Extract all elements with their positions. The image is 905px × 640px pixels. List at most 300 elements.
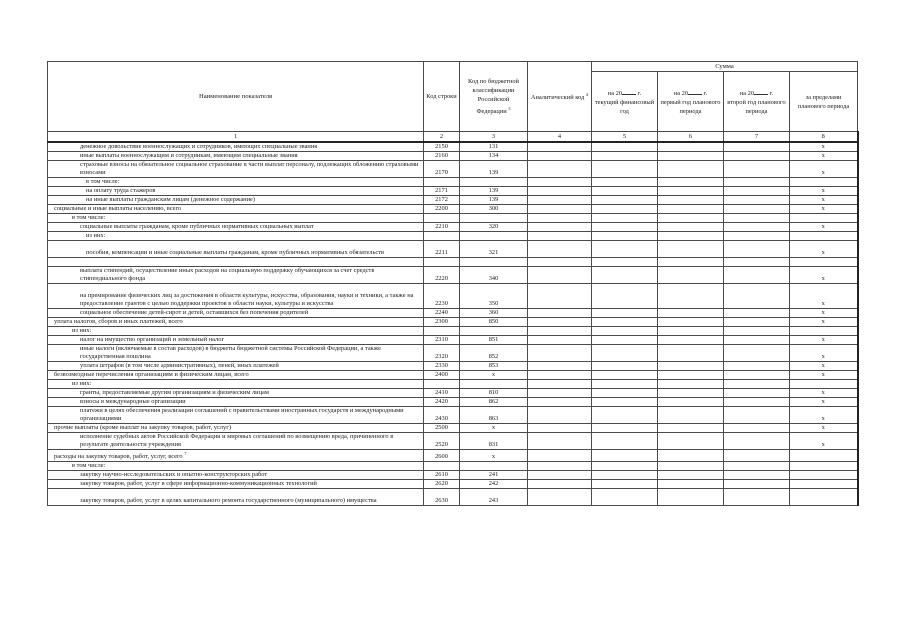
cell-analytic[interactable] bbox=[528, 178, 592, 187]
cell-year-second[interactable] bbox=[724, 362, 790, 371]
cell-analytic[interactable] bbox=[528, 424, 592, 433]
row-name-text: иные налоги (включаемые в состав расходов) в бюджеты бюджетной системы Российской Федерации, а также государственная пошлина bbox=[80, 345, 381, 360]
row-name bbox=[48, 398, 424, 407]
cell-year-current[interactable] bbox=[592, 380, 658, 389]
cell-beyond: x bbox=[790, 424, 858, 433]
row-name bbox=[48, 152, 424, 161]
cell-year-second[interactable] bbox=[724, 196, 790, 205]
cell-analytic[interactable] bbox=[528, 489, 592, 506]
cell-year-second[interactable] bbox=[724, 161, 790, 178]
cell-year-current[interactable] bbox=[592, 471, 658, 480]
cell-year-first[interactable] bbox=[658, 398, 724, 407]
cell-year-current[interactable] bbox=[592, 267, 658, 284]
row-code bbox=[424, 178, 460, 187]
cell-year-current[interactable] bbox=[592, 336, 658, 345]
row-name bbox=[48, 389, 424, 398]
cell-beyond: x bbox=[790, 389, 858, 398]
table-body bbox=[48, 142, 858, 506]
cell-year-current[interactable] bbox=[592, 389, 658, 398]
cell-year-first[interactable] bbox=[658, 462, 724, 471]
cell-beyond: x bbox=[790, 223, 858, 232]
table-row bbox=[48, 232, 858, 241]
row-code: 2170 bbox=[424, 161, 460, 178]
col-number: 6 bbox=[658, 132, 724, 143]
table-row bbox=[48, 284, 858, 309]
row-name-text: уплата налогов, сборов и иных платежей, всего bbox=[54, 318, 183, 325]
row-kbk: 139 bbox=[460, 161, 528, 178]
cell-year-second[interactable] bbox=[724, 450, 790, 462]
cell-year-first[interactable] bbox=[658, 424, 724, 433]
cell-year-second[interactable] bbox=[724, 424, 790, 433]
cell-analytic[interactable] bbox=[528, 462, 592, 471]
cell-year-current[interactable] bbox=[592, 142, 658, 152]
cell-year-second[interactable] bbox=[724, 267, 790, 284]
header-col5-b: г. bbox=[637, 89, 642, 97]
cell-analytic[interactable] bbox=[528, 371, 592, 380]
cell-year-second[interactable] bbox=[724, 462, 790, 471]
col-number: 7 bbox=[724, 132, 790, 143]
cell-year-current[interactable] bbox=[592, 187, 658, 196]
row-name-text: денежное довольствие военнослужащих и сотрудников, имеющих специальные звания bbox=[80, 143, 318, 150]
cell-year-second[interactable] bbox=[724, 187, 790, 196]
cell-beyond bbox=[790, 380, 858, 389]
row-kbk: x bbox=[460, 450, 528, 462]
row-name bbox=[48, 196, 424, 205]
row-code: 2171 bbox=[424, 187, 460, 196]
row-name bbox=[48, 480, 424, 489]
cell-beyond bbox=[790, 178, 858, 187]
row-name-text: социальные выплаты гражданам, кроме публичных нормативных социальных выплат bbox=[80, 223, 314, 230]
table-row bbox=[48, 205, 858, 214]
row-kbk: 241 bbox=[460, 471, 528, 480]
row-code bbox=[424, 380, 460, 389]
cell-year-current[interactable] bbox=[592, 152, 658, 161]
cell-year-second[interactable] bbox=[724, 142, 790, 152]
table-row bbox=[48, 480, 858, 489]
row-name bbox=[48, 214, 424, 223]
header-col6-b: г. bbox=[703, 89, 708, 97]
cell-year-second[interactable] bbox=[724, 380, 790, 389]
cell-year-second[interactable] bbox=[724, 152, 790, 161]
row-kbk: 360 bbox=[460, 309, 528, 318]
header-col7-c: второй год планового периода bbox=[727, 98, 786, 115]
cell-year-first[interactable] bbox=[658, 178, 724, 187]
table-row bbox=[48, 318, 858, 327]
row-name-text: выплата стипендий, осуществление иных расходов на социальную поддержку обучающихся за счет средств стипендиального фонда bbox=[80, 267, 375, 282]
row-name-text: социальные и иные выплаты населению, всего bbox=[54, 205, 182, 212]
table-row bbox=[48, 187, 858, 196]
cell-year-current[interactable] bbox=[592, 327, 658, 336]
row-name-text: на премирование физических лиц за достижения в области культуры, искусства, образования, науки и техники, а также на предоставление грантов с целью поддержки проектов в области науки, культуры и искусства bbox=[80, 292, 414, 307]
cell-year-second[interactable] bbox=[724, 214, 790, 223]
cell-year-first[interactable] bbox=[658, 232, 724, 241]
header-budget-code-note: 3 bbox=[508, 105, 511, 111]
table-row bbox=[48, 142, 858, 152]
row-code: 2240 bbox=[424, 309, 460, 318]
budget-form-sheet bbox=[47, 61, 857, 506]
row-kbk: 131 bbox=[460, 142, 528, 152]
row-kbk: 863 bbox=[460, 407, 528, 424]
table-row bbox=[48, 371, 858, 380]
row-kbk: 831 bbox=[460, 433, 528, 450]
cell-year-first[interactable] bbox=[658, 187, 724, 196]
header-col7 bbox=[724, 72, 790, 132]
row-code: 2211 bbox=[424, 241, 460, 258]
row-code bbox=[424, 232, 460, 241]
cell-year-second[interactable] bbox=[724, 371, 790, 380]
cell-year-second[interactable] bbox=[724, 241, 790, 258]
cell-year-second[interactable] bbox=[724, 284, 790, 309]
cell-year-first[interactable] bbox=[658, 241, 724, 258]
row-name-text: на оплату труда стажеров bbox=[86, 187, 156, 194]
budget-table bbox=[47, 61, 859, 506]
cell-analytic[interactable] bbox=[528, 232, 592, 241]
row-name bbox=[48, 205, 424, 214]
row-name bbox=[48, 424, 424, 433]
cell-year-second[interactable] bbox=[724, 258, 790, 267]
cell-beyond: x bbox=[790, 161, 858, 178]
cell-year-second[interactable] bbox=[724, 489, 790, 506]
cell-year-current[interactable] bbox=[592, 345, 658, 362]
cell-year-first[interactable] bbox=[658, 205, 724, 214]
cell-year-current[interactable] bbox=[592, 407, 658, 424]
cell-year-first[interactable] bbox=[658, 196, 724, 205]
row-name bbox=[48, 371, 424, 380]
row-name-text: закупку товаров, работ, услуг в сфере информационно-коммуникационных технологий bbox=[80, 480, 317, 488]
cell-year-current[interactable] bbox=[592, 309, 658, 318]
cell-year-first[interactable] bbox=[658, 214, 724, 223]
table-row bbox=[48, 241, 858, 258]
cell-analytic[interactable] bbox=[528, 450, 592, 462]
row-name bbox=[48, 267, 424, 284]
row-name bbox=[48, 187, 424, 196]
header-analytic-code-text: Аналитический код bbox=[530, 94, 585, 102]
table-row bbox=[48, 309, 858, 318]
row-name-text: уплата штрафов (в том числе административных), пеней, иных платежей bbox=[80, 362, 279, 369]
cell-beyond: x bbox=[790, 371, 858, 380]
cell-beyond: x bbox=[790, 196, 858, 205]
cell-year-current[interactable] bbox=[592, 284, 658, 309]
cell-year-current[interactable] bbox=[592, 362, 658, 371]
row-kbk bbox=[460, 327, 528, 336]
row-code: 2430 bbox=[424, 407, 460, 424]
cell-beyond: x bbox=[790, 345, 858, 362]
cell-beyond bbox=[790, 214, 858, 223]
cell-year-current[interactable] bbox=[592, 241, 658, 258]
col-number: 1 bbox=[48, 132, 424, 143]
cell-year-first[interactable] bbox=[658, 152, 724, 161]
cell-year-second[interactable] bbox=[724, 318, 790, 327]
row-kbk: 350 bbox=[460, 284, 528, 309]
header-budget-code-text: Код по бюджетной классификации Российской Федерации bbox=[468, 77, 519, 116]
row-kbk bbox=[460, 462, 528, 471]
header-budget-code bbox=[460, 62, 528, 132]
cell-analytic[interactable] bbox=[528, 161, 592, 178]
cell-year-first[interactable] bbox=[658, 433, 724, 450]
row-name-text: налог на имущество организаций и земельный налог bbox=[80, 336, 225, 343]
cell-year-first[interactable] bbox=[658, 284, 724, 309]
cell-year-current[interactable] bbox=[592, 318, 658, 327]
row-name bbox=[48, 471, 424, 480]
cell-year-current[interactable] bbox=[592, 480, 658, 489]
cell-year-second[interactable] bbox=[724, 232, 790, 241]
year-blank bbox=[754, 88, 768, 95]
header-col7-a: на 20 bbox=[739, 89, 755, 97]
table-row bbox=[48, 327, 858, 336]
cell-year-second[interactable] bbox=[724, 309, 790, 318]
cell-year-first[interactable] bbox=[658, 471, 724, 480]
row-name-text: платежи в целях обеспечения реализации соглашений с правительствами иностранных государств и международными организациями bbox=[80, 407, 404, 422]
cell-beyond bbox=[790, 327, 858, 336]
cell-year-current[interactable] bbox=[592, 223, 658, 232]
row-kbk: 320 bbox=[460, 223, 528, 232]
cell-year-second[interactable] bbox=[724, 336, 790, 345]
row-code: 2320 bbox=[424, 345, 460, 362]
row-name-text: безвозмездные перечисления организациям и физическим лицам, всего bbox=[54, 371, 249, 378]
cell-analytic[interactable] bbox=[528, 223, 592, 232]
cell-year-first[interactable] bbox=[658, 480, 724, 489]
cell-analytic[interactable] bbox=[528, 152, 592, 161]
cell-year-second[interactable] bbox=[724, 389, 790, 398]
row-name bbox=[48, 178, 424, 187]
cell-analytic[interactable] bbox=[528, 327, 592, 336]
cell-year-current[interactable] bbox=[592, 398, 658, 407]
header-name: Наименование показателя bbox=[48, 62, 424, 132]
row-kbk: x bbox=[460, 424, 528, 433]
table-row bbox=[48, 362, 858, 371]
cell-year-current[interactable] bbox=[592, 178, 658, 187]
row-name bbox=[48, 309, 424, 318]
cell-year-first[interactable] bbox=[658, 489, 724, 506]
cell-year-second[interactable] bbox=[724, 407, 790, 424]
cell-year-first[interactable] bbox=[658, 389, 724, 398]
cell-year-first[interactable] bbox=[658, 318, 724, 327]
row-name-text: в том числе: bbox=[86, 178, 120, 185]
cell-analytic[interactable] bbox=[528, 142, 592, 152]
cell-analytic[interactable] bbox=[528, 267, 592, 284]
row-name-text: исполнение судебных актов Российской Федерации и мировых соглашений по возмещению вреда, причиненного в результате деятельности учреждения bbox=[80, 433, 394, 448]
row-name-text: страховые взносы на обязательное социальное страхование в части выплат персоналу, подлежащих обложению страховыми взносами bbox=[80, 161, 419, 176]
cell-analytic[interactable] bbox=[528, 205, 592, 214]
cell-year-second[interactable] bbox=[724, 433, 790, 450]
cell-year-first[interactable] bbox=[658, 371, 724, 380]
table-row bbox=[48, 433, 858, 450]
cell-beyond bbox=[790, 450, 858, 462]
cell-year-current[interactable] bbox=[592, 450, 658, 462]
cell-beyond bbox=[790, 232, 858, 241]
table-row bbox=[48, 407, 858, 424]
row-name-text: социальное обеспечение детей-сирот и детей, оставшихся без попечения родителей bbox=[80, 309, 309, 316]
row-name bbox=[48, 284, 424, 309]
table-row bbox=[48, 267, 858, 284]
row-kbk bbox=[460, 214, 528, 223]
cell-analytic[interactable] bbox=[528, 380, 592, 389]
cell-year-first[interactable] bbox=[658, 142, 724, 152]
cell-year-current[interactable] bbox=[592, 433, 658, 450]
table-row bbox=[48, 178, 858, 187]
cell-analytic[interactable] bbox=[528, 389, 592, 398]
cell-beyond: x bbox=[790, 433, 858, 450]
row-name-text: закупку товаров, работ, услуг в целях капитального ремонта государственного (муниципального) имущества bbox=[80, 497, 377, 505]
row-name-text: в том числе: bbox=[72, 214, 106, 221]
cell-year-first[interactable] bbox=[658, 258, 724, 267]
cell-analytic[interactable] bbox=[528, 345, 592, 362]
row-kbk: 862 bbox=[460, 398, 528, 407]
row-code bbox=[424, 258, 460, 267]
cell-analytic[interactable] bbox=[528, 187, 592, 196]
table-row bbox=[48, 450, 858, 462]
row-kbk: 850 bbox=[460, 318, 528, 327]
row-code: 2400 bbox=[424, 371, 460, 380]
table-row bbox=[48, 462, 858, 471]
cell-year-second[interactable] bbox=[724, 178, 790, 187]
cell-year-current[interactable] bbox=[592, 424, 658, 433]
header-col5-a: на 20 bbox=[607, 89, 623, 97]
row-kbk: x bbox=[460, 371, 528, 380]
cell-beyond: x bbox=[790, 309, 858, 318]
row-name-text: гранты, предоставляемые другим организациям и физическим лицам bbox=[80, 389, 269, 396]
cell-analytic[interactable] bbox=[528, 407, 592, 424]
cell-analytic[interactable] bbox=[528, 398, 592, 407]
header-col6-c: первый год планового периода bbox=[660, 98, 721, 115]
cell-beyond: x bbox=[790, 241, 858, 258]
row-name bbox=[48, 380, 424, 389]
cell-year-second[interactable] bbox=[724, 345, 790, 362]
cell-analytic[interactable] bbox=[528, 336, 592, 345]
cell-year-first[interactable] bbox=[658, 309, 724, 318]
year-blank bbox=[688, 88, 702, 95]
cell-beyond: x bbox=[790, 187, 858, 196]
col-number: 3 bbox=[460, 132, 528, 143]
row-code: 2150 bbox=[424, 142, 460, 152]
row-kbk: 852 bbox=[460, 345, 528, 362]
row-name-text: закупку научно-исследовательских и опытно-конструкторских работ bbox=[80, 471, 268, 479]
row-name bbox=[48, 241, 424, 258]
cell-analytic[interactable] bbox=[528, 480, 592, 489]
table-row bbox=[48, 214, 858, 223]
row-kbk bbox=[460, 380, 528, 389]
cell-analytic[interactable] bbox=[528, 258, 592, 267]
table-row bbox=[48, 258, 858, 267]
row-name-text: прочие выплаты (кроме выплат на закупку товаров, работ, услуг) bbox=[54, 424, 231, 431]
col-number: 2 bbox=[424, 132, 460, 143]
row-kbk: 851 bbox=[460, 336, 528, 345]
row-kbk bbox=[460, 232, 528, 241]
cell-year-first[interactable] bbox=[658, 345, 724, 362]
row-kbk: 139 bbox=[460, 187, 528, 196]
cell-analytic[interactable] bbox=[528, 241, 592, 258]
cell-year-first[interactable] bbox=[658, 407, 724, 424]
cell-analytic[interactable] bbox=[528, 284, 592, 309]
row-name bbox=[48, 489, 424, 506]
cell-year-first[interactable] bbox=[658, 223, 724, 232]
row-name-text: иные выплаты военнослужащим и сотрудникам, имеющим специальные звания bbox=[80, 152, 298, 159]
row-name-text: из них: bbox=[86, 232, 106, 239]
header-col6-a: на 20 bbox=[673, 89, 689, 97]
cell-year-current[interactable] bbox=[592, 258, 658, 267]
row-kbk: 321 bbox=[460, 241, 528, 258]
cell-year-second[interactable] bbox=[724, 223, 790, 232]
cell-beyond bbox=[790, 489, 858, 506]
cell-beyond: x bbox=[790, 152, 858, 161]
cell-beyond: x bbox=[790, 362, 858, 371]
cell-year-first[interactable] bbox=[658, 161, 724, 178]
cell-analytic[interactable] bbox=[528, 471, 592, 480]
cell-year-first[interactable] bbox=[658, 380, 724, 389]
cell-year-second[interactable] bbox=[724, 327, 790, 336]
row-name-text: в том числе: bbox=[72, 462, 106, 470]
cell-year-second[interactable] bbox=[724, 480, 790, 489]
cell-year-current[interactable] bbox=[592, 161, 658, 178]
cell-year-current[interactable] bbox=[592, 371, 658, 380]
cell-analytic[interactable] bbox=[528, 214, 592, 223]
cell-analytic[interactable] bbox=[528, 362, 592, 371]
row-name bbox=[48, 327, 424, 336]
col-number: 8 bbox=[790, 132, 858, 143]
col-number: 5 bbox=[592, 132, 658, 143]
row-name bbox=[48, 462, 424, 471]
cell-analytic[interactable] bbox=[528, 309, 592, 318]
cell-year-second[interactable] bbox=[724, 471, 790, 480]
cell-year-current[interactable] bbox=[592, 196, 658, 205]
cell-year-second[interactable] bbox=[724, 205, 790, 214]
row-name-text: взносы в международные организации bbox=[80, 398, 186, 405]
row-code: 2620 bbox=[424, 480, 460, 489]
cell-year-current[interactable] bbox=[592, 232, 658, 241]
cell-beyond: x bbox=[790, 318, 858, 327]
cell-beyond: x bbox=[790, 267, 858, 284]
row-kbk: 242 bbox=[460, 480, 528, 489]
row-code: 2230 bbox=[424, 284, 460, 309]
header-analytic-code bbox=[528, 62, 592, 132]
cell-year-first[interactable] bbox=[658, 362, 724, 371]
cell-year-first[interactable] bbox=[658, 450, 724, 462]
cell-year-current[interactable] bbox=[592, 462, 658, 471]
cell-beyond bbox=[790, 462, 858, 471]
cell-year-current[interactable] bbox=[592, 205, 658, 214]
row-code: 2200 bbox=[424, 205, 460, 214]
cell-year-current[interactable] bbox=[592, 214, 658, 223]
cell-year-first[interactable] bbox=[658, 327, 724, 336]
row-code: 2410 bbox=[424, 389, 460, 398]
row-code: 2420 bbox=[424, 398, 460, 407]
cell-beyond: x bbox=[790, 407, 858, 424]
cell-year-current[interactable] bbox=[592, 489, 658, 506]
row-name bbox=[48, 161, 424, 178]
row-name-text: из них: bbox=[72, 380, 92, 387]
row-name bbox=[48, 450, 424, 462]
header-col5-c: текущий финансовый год bbox=[594, 98, 655, 115]
header-code-row: Код строки bbox=[424, 62, 460, 132]
row-kbk bbox=[460, 258, 528, 267]
cell-year-second[interactable] bbox=[724, 398, 790, 407]
row-name bbox=[48, 142, 424, 152]
row-kbk: 243 bbox=[460, 489, 528, 506]
row-code: 2600 bbox=[424, 450, 460, 462]
table-row bbox=[48, 152, 858, 161]
header-col5 bbox=[592, 72, 658, 132]
cell-analytic[interactable] bbox=[528, 196, 592, 205]
row-name bbox=[48, 362, 424, 371]
cell-year-first[interactable] bbox=[658, 267, 724, 284]
cell-analytic[interactable] bbox=[528, 318, 592, 327]
cell-year-first[interactable] bbox=[658, 336, 724, 345]
cell-analytic[interactable] bbox=[528, 433, 592, 450]
row-code bbox=[424, 214, 460, 223]
cell-beyond: x bbox=[790, 284, 858, 309]
cell-beyond bbox=[790, 480, 858, 489]
row-name bbox=[48, 223, 424, 232]
